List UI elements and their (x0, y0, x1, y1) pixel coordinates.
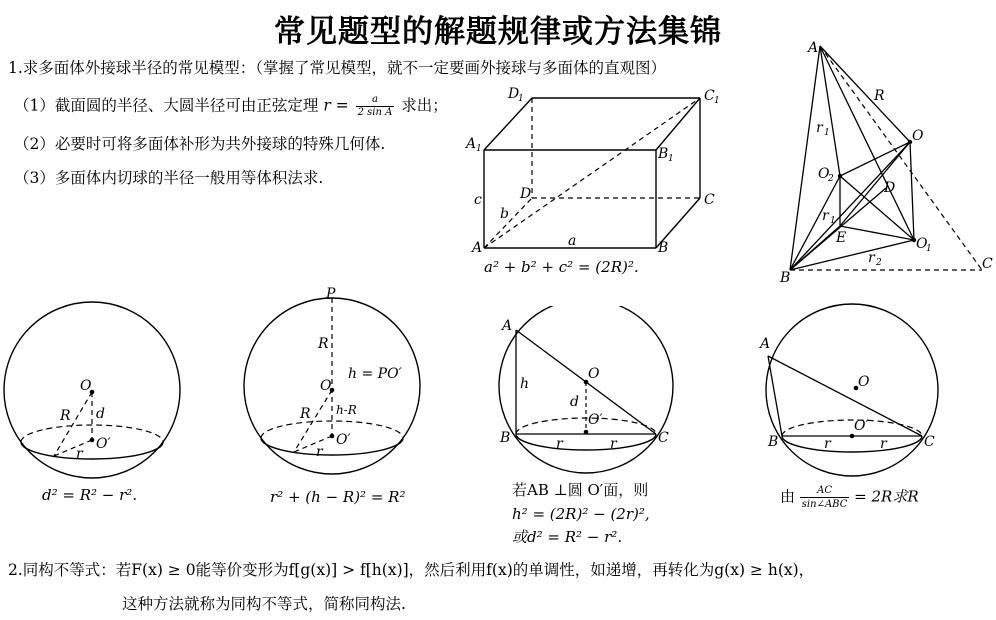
section1-heading: 1.求多面体外接球半径的常见模型：（掌握了常见模型，就不一定要画外接球与多面体的直观图） (8, 59, 667, 77)
sphere1-label-Op: O′ (96, 436, 111, 452)
pyramid-label-D: D (884, 180, 896, 196)
box-label-B1: B (658, 146, 669, 162)
pyramid-sub-r1: 1 (824, 128, 830, 138)
box-label-D: D (520, 186, 532, 202)
section2-line2: 这种方法就称为同构不等式，简称同构法. (122, 595, 406, 613)
sphere3-label-C: C (658, 430, 669, 446)
sphere3-label-d: d (570, 394, 579, 410)
sphere4-caption-fraction (800, 484, 850, 511)
pyramid-sub-O2: 2 (828, 174, 834, 184)
sphere2-label-R1: R (318, 336, 329, 352)
box-label-C: C (704, 192, 715, 208)
pyramid-label-r1: r (816, 120, 823, 136)
sphere2-label-h: h = PO′ (348, 366, 402, 382)
sphere4-label-r1: r (824, 436, 831, 452)
section1-item1 (14, 94, 448, 119)
sphere4-caption (780, 484, 919, 511)
sphere2-label-hR: h-R (336, 403, 357, 417)
item1-formula-lhs: r = (323, 96, 349, 115)
box-figure (460, 84, 730, 280)
page-title: 常见题型的解题规律或方法集锦 (274, 14, 722, 50)
item1-fraction (356, 94, 395, 119)
section2-line1: 2.同构不等式：若F(x) ≥ 0能等价变形为f[g(x)] > f[h(x)]，然后利用f(x)的单调性，如递增，再转化为g(x) ≥ h(x)， (8, 561, 815, 579)
sphere4-caption-num: AC (800, 484, 850, 498)
pyramid-label-R: R (874, 88, 885, 104)
section1-item2: （2）必要时可将多面体补形为共外接球的特殊几何体. (14, 135, 386, 153)
sphere2-figure (232, 282, 452, 508)
pyramid-label-O2: O (818, 166, 830, 182)
sphere3-label-A: A (502, 318, 513, 334)
sphere2-label-O: O (320, 378, 332, 394)
pyramid-label-E: E (836, 230, 847, 246)
sphere3-label-O: O (588, 366, 600, 382)
pyramid-sub-r2: 2 (876, 258, 882, 268)
sphere4-label-B: B (768, 434, 779, 450)
sphere3-caption-1: 若AB ⊥圆 O′面，则 (512, 481, 649, 499)
pyramid-sub-r1b: 1 (830, 216, 836, 226)
box-sub-D1: 1 (518, 94, 524, 104)
sphere1-caption: d² = R² − r². (42, 486, 138, 504)
sphere4-caption-suffix: = 2R求R (854, 487, 919, 506)
sphere3-caption-3: 或d² = R² − r². (512, 528, 623, 546)
box-sub-A1: 1 (476, 144, 482, 154)
section1-item3: （3）多面体内切球的半径一般用等体积法求. (14, 169, 324, 187)
pyramid-label-A: A (808, 40, 819, 56)
box-caption: a² + b² + c² = (2R)². (484, 258, 639, 276)
box-sub-B1: 1 (668, 154, 674, 164)
sphere4-caption-prefix: 由 (780, 487, 796, 506)
box-label-a: a (568, 233, 577, 249)
sphere3-label-B: B (500, 430, 511, 446)
sphere2-caption: r² + (h − R)² = R² (270, 488, 406, 506)
sphere4-label-O: O (858, 374, 870, 390)
pyramid-label-O1: O (916, 236, 928, 252)
pyramid-sub-O1: 1 (926, 244, 932, 254)
sphere3-label-h: h (520, 376, 530, 392)
pyramid-label-C: C (982, 256, 993, 272)
item1-frac-num: a (356, 94, 395, 107)
box-label-C1: C (704, 88, 715, 104)
item1-frac-den: 2 sin A (357, 107, 393, 118)
sphere4-label-C: C (924, 434, 935, 450)
sphere3-caption-2: h² = (2R)² − (2r)², (512, 505, 650, 523)
sphere2-label-P: P (326, 286, 336, 302)
sphere3-figure (490, 306, 700, 546)
box-sub-C1: 1 (714, 96, 720, 106)
sphere1-label-d: d (96, 406, 105, 422)
box-label-A1: A (466, 136, 477, 152)
sphere1-label-R: R (60, 408, 71, 424)
pyramid-figure (770, 36, 996, 290)
sphere4-label-A: A (760, 336, 771, 352)
box-label-b: b (500, 206, 509, 222)
sphere3-label-Op: O′ (588, 412, 603, 428)
sphere2-label-r: r (316, 444, 323, 460)
box-label-c: c (474, 192, 482, 208)
sphere3-label-r2: r (610, 436, 617, 452)
pyramid-label-r1b: r (822, 208, 829, 224)
sphere3-label-r1: r (556, 436, 563, 452)
box-label-A: A (472, 240, 483, 256)
sphere1-label-O: O (80, 378, 92, 394)
sphere4-label-Op: O′ (854, 418, 869, 434)
sphere4-label-r2: r (880, 436, 887, 452)
box-label-B: B (658, 240, 669, 256)
sphere1-label-r: r (76, 446, 83, 462)
sphere2-label-Op: O′ (336, 432, 351, 448)
item1-suffix: 求出； (401, 96, 448, 115)
sphere4-caption-den: sin∠ABC (801, 499, 848, 510)
sphere1-figure (0, 296, 200, 508)
sphere2-label-R2: R (300, 406, 311, 422)
pyramid-label-O: O (912, 128, 924, 144)
pyramid-label-B: B (780, 270, 791, 286)
pyramid-point-O2 (838, 174, 842, 178)
item1-prefix: （1）截面圆的半径、大圆半径可由正弦定理 (14, 96, 319, 115)
pyramid-label-r2: r (868, 250, 875, 266)
box-label-D1: D (508, 86, 520, 102)
